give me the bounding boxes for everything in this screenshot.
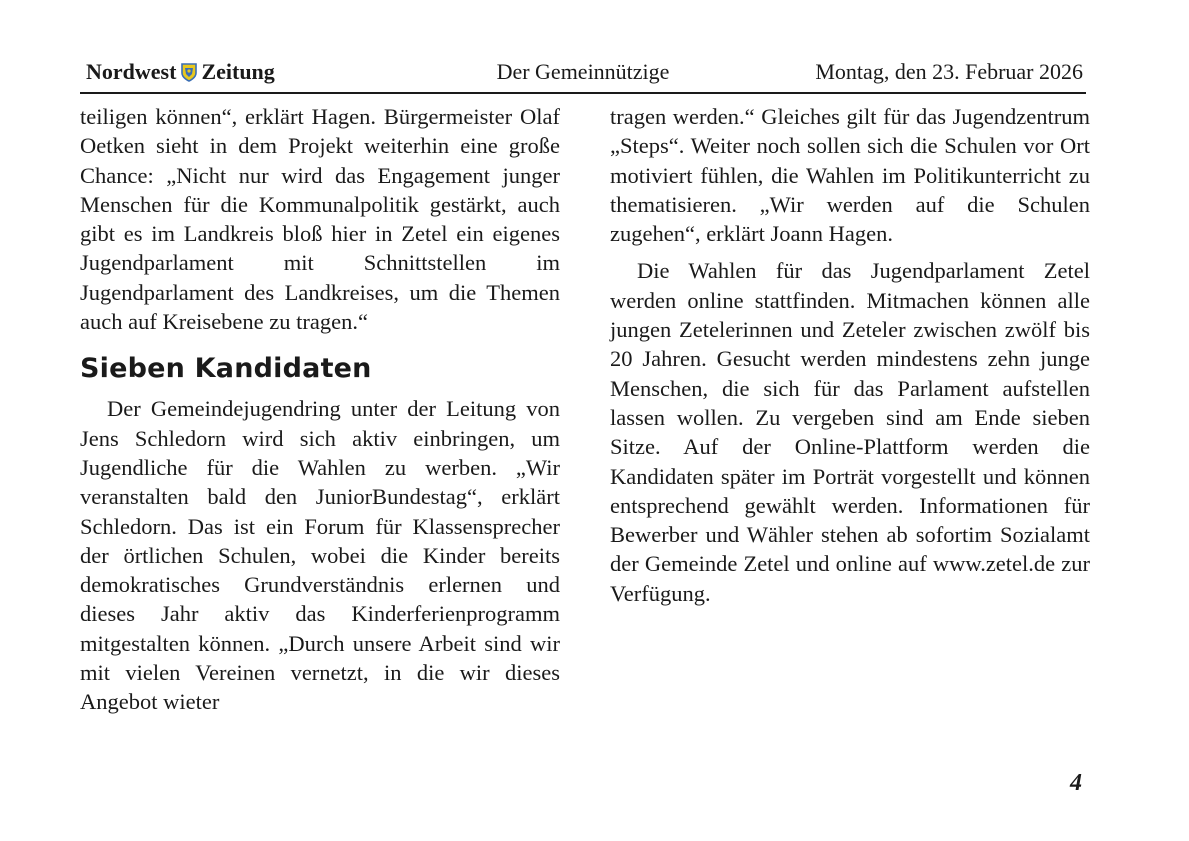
masthead-word-2: Zeitung xyxy=(201,59,275,84)
section-heading: Sieben Kandidaten xyxy=(80,353,372,385)
page-header xyxy=(80,56,1086,94)
issue-date: Montag, den 23. Februar 2026 xyxy=(815,59,1083,84)
section-title: Der Gemeinnützige xyxy=(496,59,670,84)
paragraph: teiligen können“, erklärt Hagen. Bürgermeister Olaf Oetken sieht in dem Projekt weiterhin eine große Chance: „Nicht nur wird das Engagement junger Menschen für die Kommunalpolitik gestärkt, auch gibt es im Landkreis bloß hier in Zetel ein eigenes Jugendparlament mit Schnittstellen im Jugendparlament des Landkreises, um die Themen auch auf Kreisebene zu tragen.“ xyxy=(80,104,560,335)
right-column xyxy=(610,102,1090,608)
masthead-word-1: Nordwest xyxy=(86,59,177,84)
left-column xyxy=(80,102,560,717)
paragraph: Der Gemeindejugendring unter der Leitung von Jens Schledorn wird sich aktiv einbringen, um Jugendliche für die Wahlen zu werben. „Wir veranstalten bald den JuniorBundestag“, erklärt Schledorn. Das ist ein Forum für Klassensprecher der örtlichen Schulen, wobei die Kinder bereits demokratisches Grundverständnis erlernen und dieses Jahr aktiv das Kinderferienprogramm mitgestalten können. „Durch unsere Arbeit sind wir mit vielen Vereinen vernetzt, in die wir dieses Angebot wieter xyxy=(80,396,560,715)
paragraph: Die Wahlen für das Jugendparlament Zetel werden online stattfinden. Mitmachen können alle jungen Zetelerinnen und Zeteler zwischen zwölf bis 20 Jahren. Gesucht werden mindestens zehn junge Menschen, die sich für das Parlament aufstellen lassen wollen. Zu vergeben sind am Ende sieben Sitze. Auf der Online-Plattform werden die Kandidaten später im Porträt vorgestellt und können entsprechend gewählt werden. Informationen für Bewerber und Wähler stehen ab sofortim Sozialamt der Gemeinde Zetel und online auf www.zetel.de zur Verfügung. xyxy=(610,258,1090,606)
paragraph: tragen werden.“ Gleiches gilt für das Jugendzentrum „Steps“. Weiter noch sollen sich die Schulen vor Ort motiviert fühlen, die Wahlen im Politikunterricht zu thematisieren. „Wir werden auf die Schulen zugehen“, erklärt Joann Hagen. xyxy=(610,104,1090,247)
page-number: 4 xyxy=(1070,770,1082,796)
